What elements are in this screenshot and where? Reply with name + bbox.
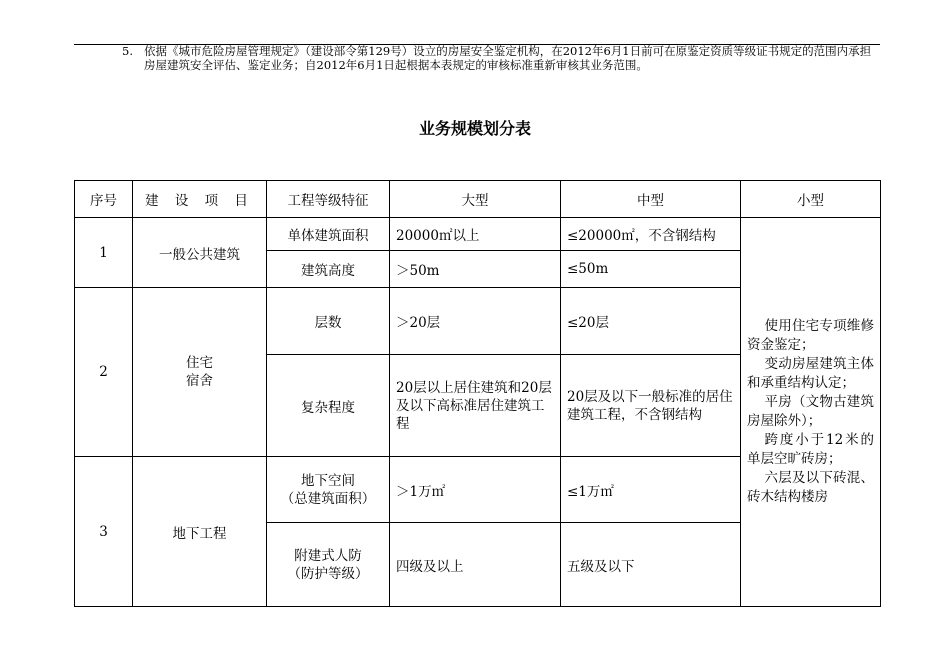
row-3-feature-2-line-2: （防护等级） [287, 565, 369, 582]
small-line-1: 使用住宅专项维修资金鉴定； [747, 318, 874, 353]
row-1-large-2: ＞50m [390, 251, 561, 288]
row-1-medium-1: ≤20000㎡，不含钢结构 [561, 218, 741, 251]
row-3-medium-2: 五级及以下 [561, 523, 741, 607]
business-scale-table [74, 180, 881, 607]
row-2-feature-2: 复杂程度 [267, 355, 390, 457]
small-line-3: 平房（文物古建筑房屋除外）； [747, 394, 874, 429]
row-2-project-line-2: 宿舍 [186, 373, 213, 389]
small-line-4: 跨度小于12米的单层空旷砖房； [747, 432, 874, 467]
header-medium: 中型 [561, 181, 741, 218]
row-3-feature-1 [267, 457, 390, 523]
row-3-feature-1-line-2: （总建筑面积） [280, 490, 376, 507]
table-row [75, 218, 881, 251]
small-line-2: 变动房屋建筑主体和承重结构认定； [747, 356, 874, 391]
row-1-project: 一般公共建筑 [133, 218, 267, 288]
row-2-feature-1: 层数 [267, 288, 390, 355]
row-3-project: 地下工程 [133, 457, 267, 607]
row-3-feature-2 [267, 523, 390, 607]
row-3-no: 3 [75, 457, 133, 607]
row-2-medium-2: 20层及以下一般标准的居住建筑工程，不含钢结构 [561, 355, 741, 457]
row-1-large-1: 20000㎡以上 [390, 218, 561, 251]
row-2-project [133, 288, 267, 457]
row-3-feature-2-line-1: 附建式人防 [294, 547, 362, 564]
header-small: 小型 [741, 181, 881, 218]
header-no: 序号 [75, 181, 133, 218]
row-1-medium-2: ≤50m [561, 251, 741, 288]
row-2-no: 2 [75, 288, 133, 457]
row-2-project-line-1: 住宅 [186, 355, 213, 371]
footnote [122, 44, 882, 72]
header-row [75, 181, 881, 218]
row-3-large-2: 四级及以上 [390, 523, 561, 607]
row-1-feature-2: 建筑高度 [267, 251, 390, 288]
row-3-large-1: ＞1万㎡ [390, 457, 561, 523]
row-3-medium-1: ≤1万㎡ [561, 457, 741, 523]
row-2-large-2: 20层以上居住建筑和20层及以下高标准居住建筑工程 [390, 355, 561, 457]
header-feature: 工程等级特征 [267, 181, 390, 218]
small-scale-cell [741, 218, 881, 607]
row-2-large-1: ＞20层 [390, 288, 561, 355]
header-large: 大型 [390, 181, 561, 218]
row-2-medium-1: ≤20层 [561, 288, 741, 355]
row-1-feature-1: 单体建筑面积 [267, 218, 390, 251]
footnote-text: 依据《城市危险房屋管理规定》（建设部令第129号）设立的房屋安全鉴定机构，在2012年6月1日前可在原鉴定资质等级证书规定的范围内承担房屋建筑安全评估、鉴定业务；自2012年6月1日起根据本表规定的审核标准重新审核其业务范围。 [144, 44, 872, 72]
row-1-no: 1 [75, 218, 133, 288]
footnote-number: 5. [122, 44, 133, 58]
small-line-5: 六层及以下砖混、砖木结构楼房 [747, 470, 874, 505]
table-title: 业务规模划分表 [418, 119, 531, 138]
row-3-feature-1-line-1: 地下空间 [301, 472, 355, 489]
header-project: 建 设 项 目 [133, 181, 267, 218]
